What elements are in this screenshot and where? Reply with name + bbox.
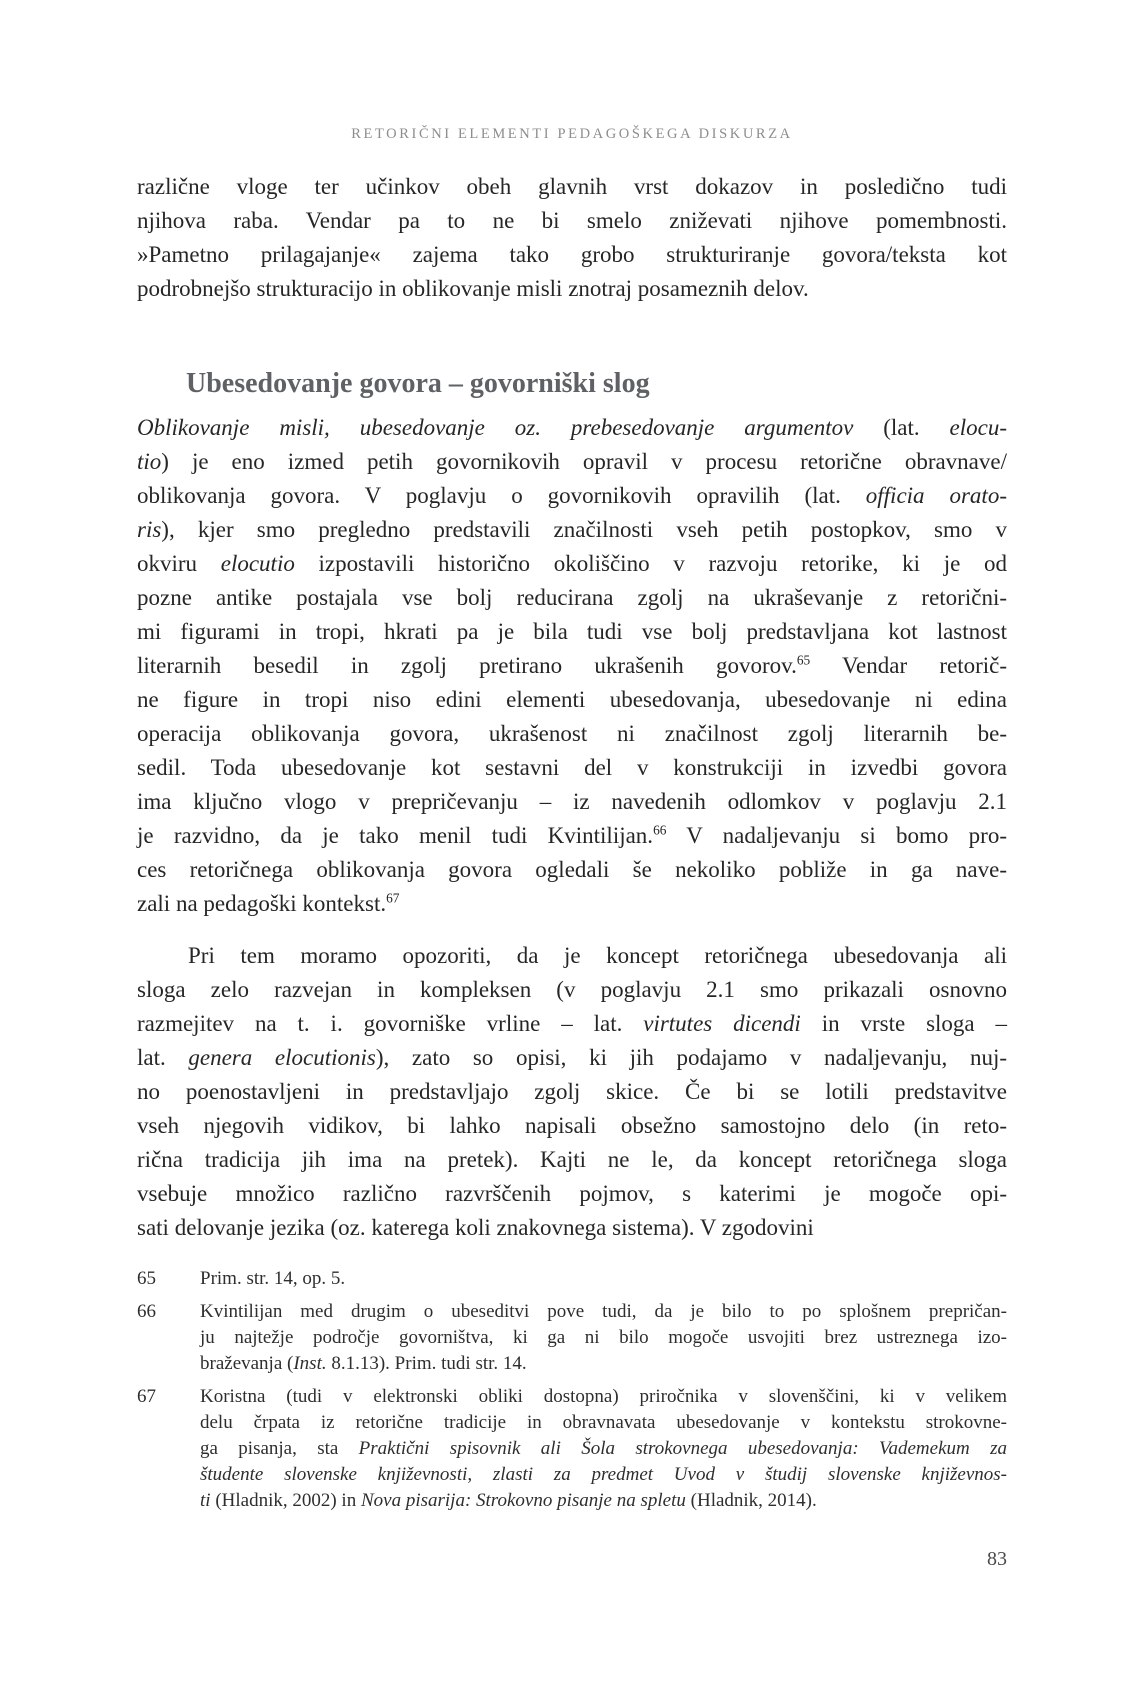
body-text: ga pisanja, sta [200, 1438, 359, 1459]
text-line [137, 547, 1007, 581]
text-line [137, 751, 1007, 785]
text-line [137, 887, 1007, 921]
italic-text: Praktični spisovnik ali Šola strokovnega ubesedovanja: Vademekum za [358, 1438, 1007, 1459]
italic-text: officia orato- [865, 483, 1007, 508]
body-text: je razvidno, da je tako menil tudi Kvintilijan. [137, 823, 654, 848]
body-text: razmejitev na t. i. govorniške vrline – lat. [137, 1011, 644, 1036]
italic-text: Oblikovanje misli, ubesedovanje oz. prebesedovanje argumentov [137, 415, 854, 440]
text-line [137, 853, 1007, 887]
body-text: 8.1.13). Prim. tudi str. 14. [326, 1353, 527, 1374]
paragraph-continuation [137, 170, 1007, 306]
body-text: vsebuje množico različno razvrščenih pojmov, s katerimi je mogoče opi- [137, 1181, 1007, 1206]
text-line [137, 939, 1007, 973]
paragraph-indented [137, 939, 1007, 1245]
text-line [137, 717, 1007, 751]
body-text: pozne antike postajala vse bolj reducirana zgolj na ukraševanje z retorični- [137, 585, 1007, 610]
body-text: V nadaljevanju si bomo pro- [666, 823, 1007, 848]
body-text: lat. [137, 1045, 189, 1070]
footnote-65 [137, 1266, 1007, 1292]
body-text: rična tradicija jih ima na pretek). Kajti ne le, da koncept retoričnega sloga [137, 1147, 1007, 1172]
italic-text: ti [200, 1490, 211, 1511]
text-line [137, 581, 1007, 615]
text-line [200, 1410, 1007, 1436]
body-text: okviru [137, 551, 221, 576]
body-text: izpostavili historično okoliščino v razvoju retorike, ki je od [294, 551, 1007, 576]
footnote-66 [137, 1299, 1007, 1377]
text-line [137, 1211, 1007, 1245]
text-line [137, 683, 1007, 717]
body-text: njihova raba. Vendar pa to ne bi smelo zniževati njihove pomembnosti. [137, 208, 1007, 233]
text-line [137, 973, 1007, 1007]
italic-text: Inst. [293, 1353, 327, 1374]
body-text: Prim. str. 14, op. 5. [200, 1268, 346, 1289]
body-text: literarnih besedil in zgolj pretirano ukrašenih govorov. [137, 653, 797, 678]
paragraph-section-opening [137, 411, 1007, 921]
body-text: »Pametno prilagajanje« zajema tako grobo strukturiranje govora/teksta kot [137, 242, 1007, 267]
body-text: operacija oblikovanja govora, ukrašenost ni značilnost zgolj literarnih be- [137, 721, 1007, 746]
footnote-number: 65 [137, 1268, 156, 1289]
text-line [137, 1177, 1007, 1211]
text-line [137, 272, 1007, 306]
footnote-number: 67 [137, 1386, 156, 1407]
footnotes-block [137, 1266, 1007, 1514]
text-line [137, 649, 1007, 683]
italic-text: elocutio [220, 551, 295, 576]
page-number: 83 [987, 1548, 1007, 1570]
footnote-number: 66 [137, 1301, 156, 1322]
body-text: sati delovanje jezika (oz. katerega koli znakovnega sistema). V zgodovini [137, 1215, 814, 1240]
body-text: no poenostavljeni in predstavljajo zgolj skice. Če bi se lotili predstavitve [137, 1079, 1007, 1104]
footnote-text [200, 1266, 1007, 1292]
text-line [137, 785, 1007, 819]
italic-text: elocu- [949, 415, 1007, 440]
footnote-reference: 66 [653, 822, 667, 838]
text-line [137, 1109, 1007, 1143]
body-text: Koristna (tudi v elektronski obliki dostopna) priročnika v slovenščini, ki v velikem [200, 1386, 1007, 1407]
text-line [137, 1143, 1007, 1177]
text-line [200, 1462, 1007, 1488]
body-text: delu črpata iz retorične tradicije in obravnavata ubesedovanje v kontekstu strokovne- [200, 1412, 1007, 1433]
body-text: ), kjer smo pregledno predstavili značilnosti vseh petih postopkov, smo v [161, 517, 1007, 542]
footnote-text [200, 1299, 1007, 1377]
italic-text: študente slovenske književnosti, zlasti za predmet Uvod v študij slovenske književnos- [200, 1464, 1007, 1485]
text-line [137, 615, 1007, 649]
text-line [200, 1325, 1007, 1351]
text-line [137, 445, 1007, 479]
italic-text: ris [137, 517, 162, 542]
body-text: ces retoričnega oblikovanja govora ogledali še nekoliko pobliže in ga nave- [137, 857, 1007, 882]
text-line [200, 1436, 1007, 1462]
text-line [200, 1266, 1007, 1292]
text-line [200, 1384, 1007, 1410]
section-heading: Ubesedovanje govora – govorniški slog [186, 368, 650, 399]
body-text: (Hladnik, 2014). [685, 1490, 817, 1511]
text-line [200, 1299, 1007, 1325]
text-line [137, 819, 1007, 853]
body-text: braževanja ( [200, 1353, 294, 1374]
body-text: podrobnejšo strukturacijo in oblikovanje misli znotraj posameznih delov. [137, 276, 809, 301]
text-line [137, 1075, 1007, 1109]
italic-text: tio [137, 449, 162, 474]
footnote-reference: 67 [386, 890, 400, 906]
text-line [137, 238, 1007, 272]
footnote-reference: 65 [796, 652, 811, 668]
body-text: sloga zelo razvejan in kompleksen (v poglavju 2.1 smo prikazali osnovno [137, 977, 1007, 1002]
text-line [137, 170, 1007, 204]
italic-text: virtutes dicendi [643, 1011, 801, 1036]
text-line [137, 1007, 1007, 1041]
body-text: Pri tem moramo opozoriti, da je koncept retoričnega ubesedovanja ali [188, 943, 1007, 968]
italic-text: Nova pisarija: Strokovno pisanje na spletu [360, 1490, 686, 1511]
body-text: Kvintilijan med drugim o ubeseditvi pove tudi, da je bilo to po splošnem prepričan- [200, 1301, 1007, 1322]
running-head: RETORIČNI ELEMENTI PEDAGOŠKEGA DISKURZA [351, 126, 793, 142]
italic-text: genera elocutionis [188, 1045, 376, 1070]
text-line [137, 411, 1007, 445]
body-text: zali na pedagoški kontekst. [137, 891, 387, 916]
body-text: Vendar retorič- [810, 653, 1007, 678]
body-text: in vrste sloga – [800, 1011, 1008, 1036]
body-text: različne vloge ter učinkov obeh glavnih vrst dokazov in posledično tudi [137, 174, 1007, 199]
body-text: (Hladnik, 2002) in [210, 1490, 361, 1511]
text-line [137, 479, 1007, 513]
body-text: ne figure in tropi niso edini elementi ubesedovanja, ubesedovanje ni edina [137, 687, 1007, 712]
text-line [200, 1351, 1007, 1377]
footnote-text [200, 1384, 1007, 1514]
body-text: (lat. [853, 415, 950, 440]
body-text: sedil. Toda ubesedovanje kot sestavni del v konstrukciji in izvedbi govora [137, 755, 1007, 780]
text-line [137, 1041, 1007, 1075]
body-text: ) je eno izmed petih govornikovih opravil v procesu retorične obravnave/ [161, 449, 1007, 474]
body-text: mi figurami in tropi, hkrati pa je bila tudi vse bolj predstavljana kot lastnost [137, 619, 1007, 644]
body-text: ju najtežje področje govorništva, ki ga ni bilo mogoče usvojiti brez ustreznega izo- [200, 1327, 1007, 1348]
body-text: vseh njegovih vidikov, bi lahko napisali obsežno samostojno delo (in reto- [137, 1113, 1007, 1138]
body-text: oblikovanja govora. V poglavju o govornikovih opravilih (lat. [137, 483, 866, 508]
text-line [137, 513, 1007, 547]
footnote-67 [137, 1384, 1007, 1514]
text-line [200, 1488, 1007, 1514]
body-text: ima ključno vlogo v prepričevanju – iz navedenih odlomkov v poglavju 2.1 [137, 789, 1007, 814]
body-text: ), zato so opisi, ki jih podajamo v nadaljevanju, nuj- [375, 1045, 1007, 1070]
text-line [137, 204, 1007, 238]
